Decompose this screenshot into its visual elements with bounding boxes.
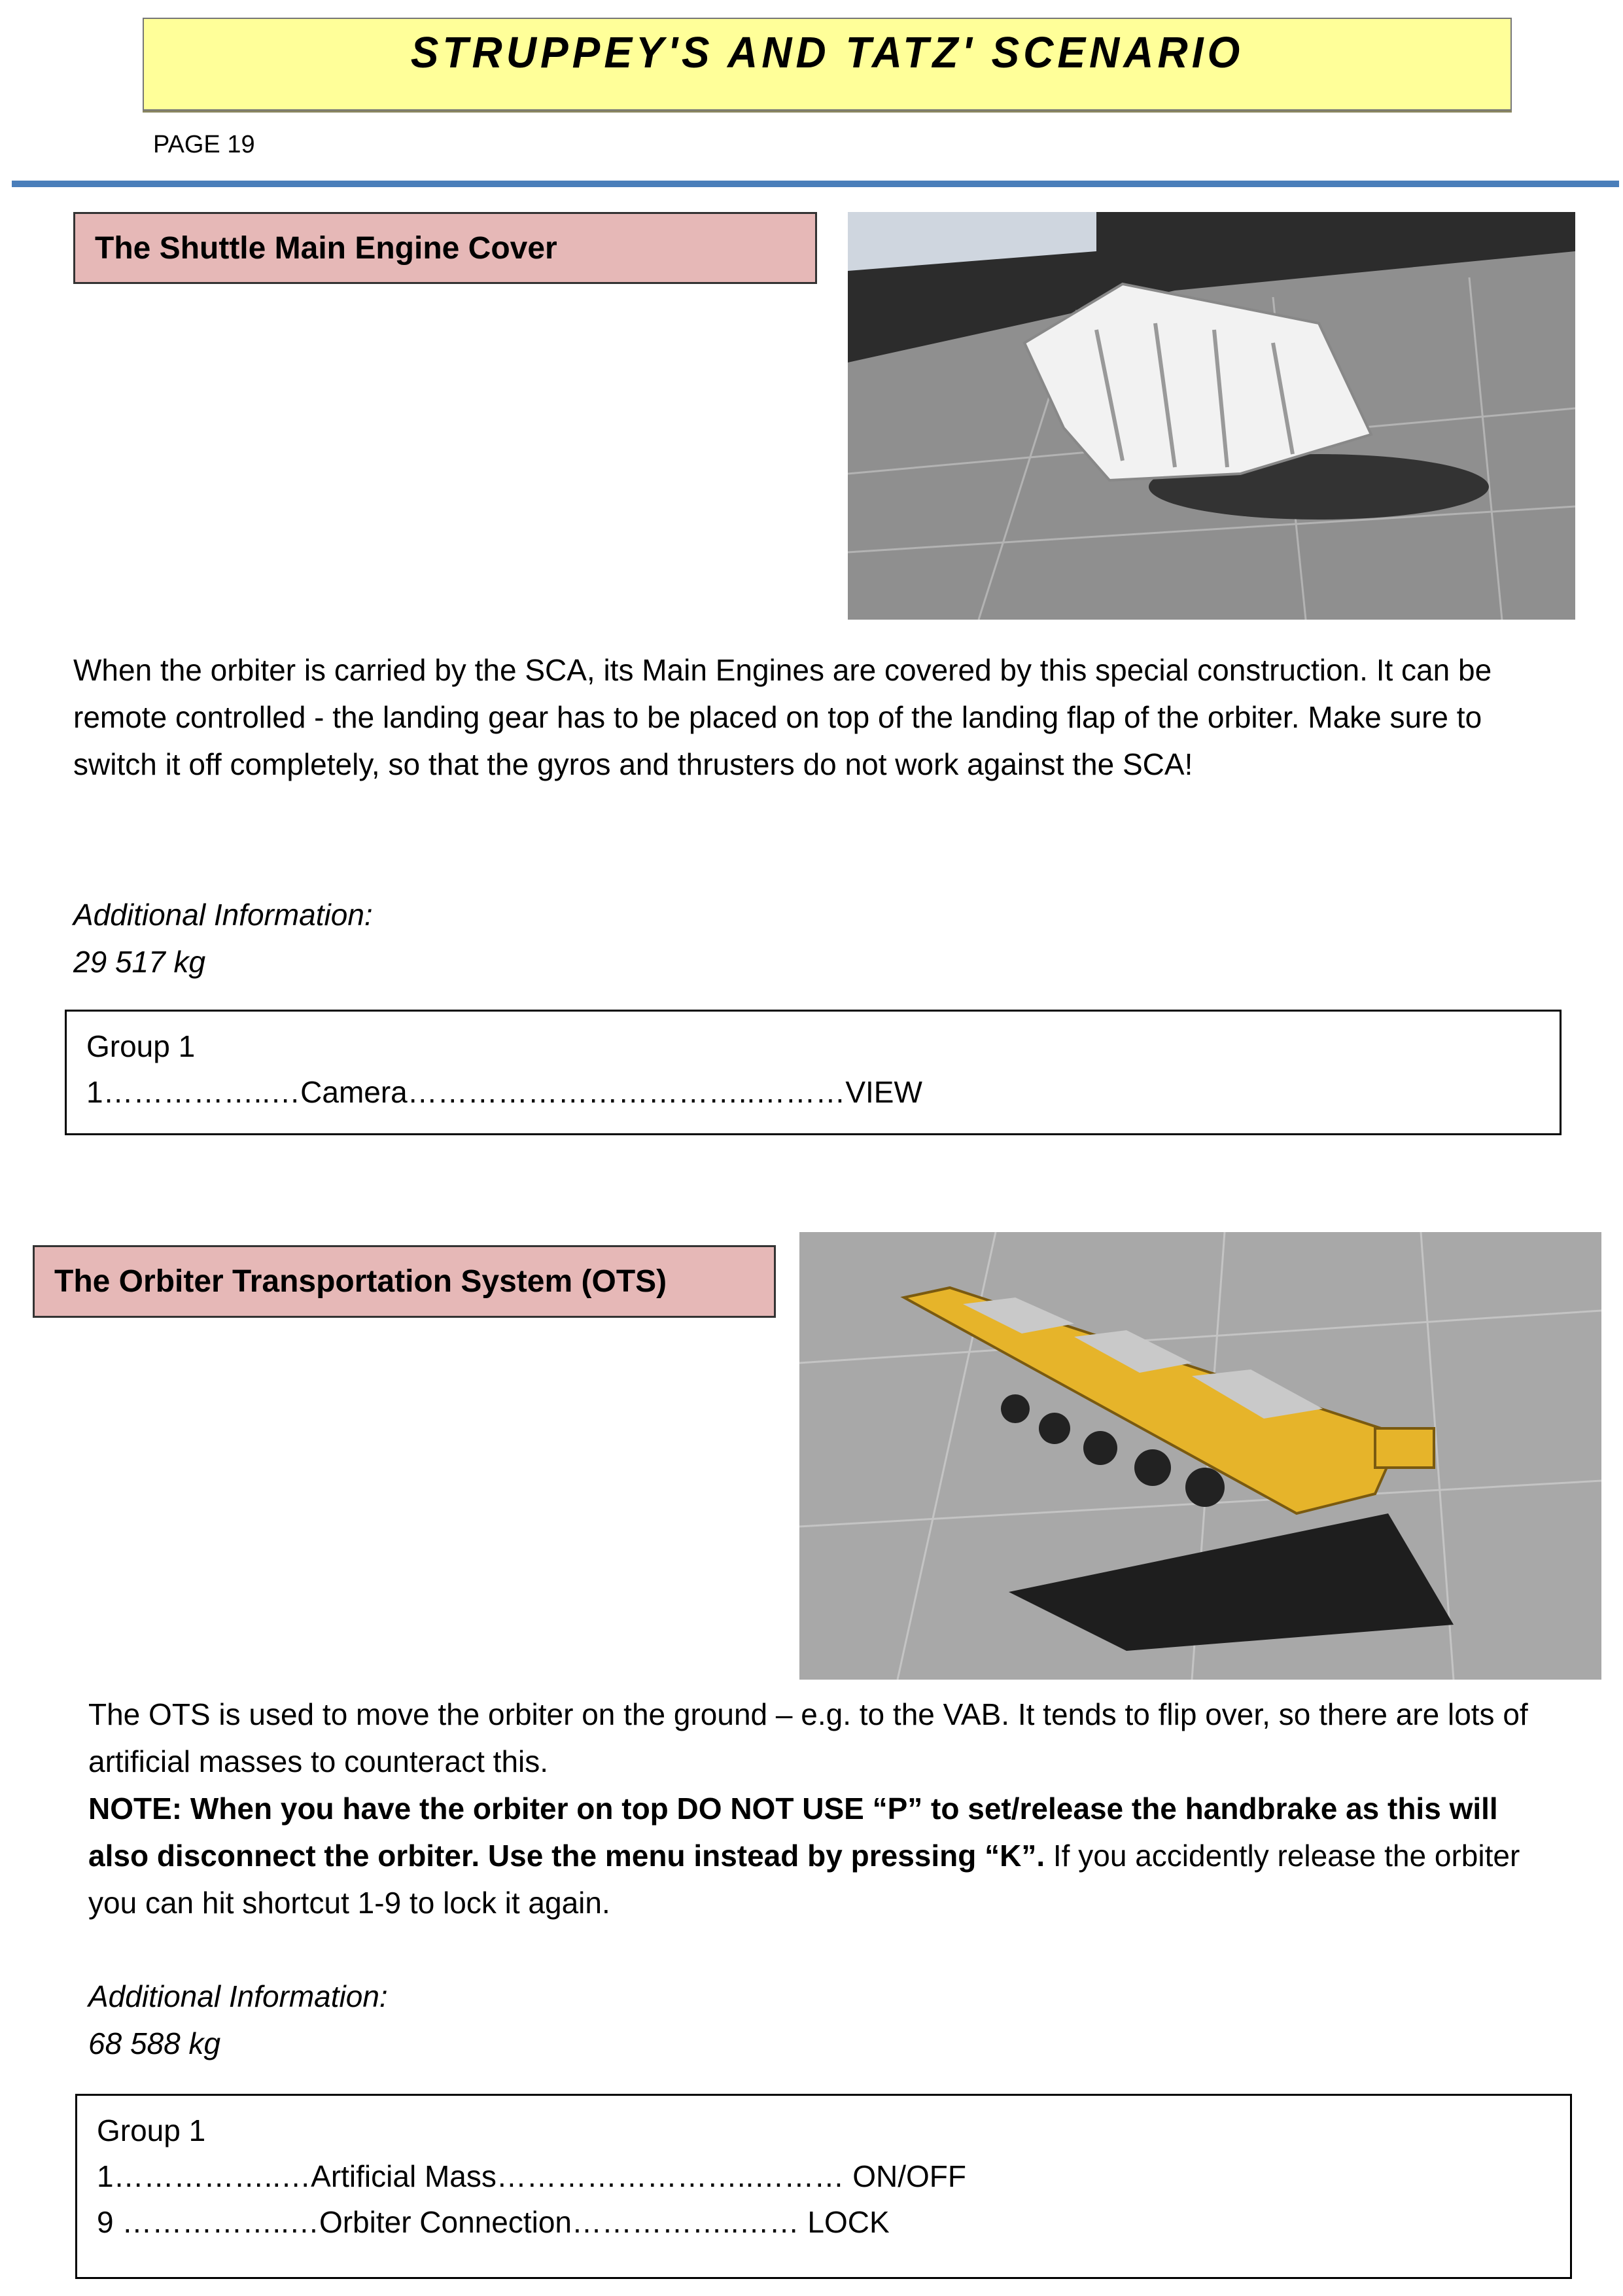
- row-key: 1: [97, 2159, 114, 2193]
- row-action: ON/OFF: [852, 2159, 966, 2193]
- control-group-box: [65, 1010, 1562, 1135]
- ots-warning-note: NOTE: When you have the orbiter on top DO NOT USE “P” to set/release the handbrake as this will also disconnect the orbiter. Use the menu instead by pressing “K”.: [88, 1792, 1498, 1873]
- mass-value: 68 588 kg: [88, 2026, 221, 2060]
- additional-info-label: Additional Information:: [88, 1979, 388, 2013]
- group-row: [97, 2153, 1570, 2199]
- section-heading-engine-cover: [73, 212, 817, 284]
- ots-photo: [799, 1232, 1601, 1680]
- ots-note-continuation: If you accidently release the orbiter you can hit shortcut 1-9 to lock it again.: [88, 1839, 1520, 1920]
- row-leader: ……………………………..………: [407, 1075, 846, 1109]
- group-title: Group 1: [97, 2113, 206, 2147]
- row-leader: ……………..…: [113, 2159, 311, 2193]
- row-leader: ……………………..………: [496, 2159, 853, 2193]
- group-title: Group 1: [86, 1029, 196, 1063]
- page-number: PAGE 19: [153, 131, 255, 158]
- heading-text: The Orbiter Transportation System (OTS): [54, 1264, 667, 1299]
- group-row: [86, 1069, 1560, 1115]
- section-heading-ots: [33, 1245, 776, 1318]
- engine-cover-photo: [848, 212, 1575, 620]
- mass-value: 29 517 kg: [73, 945, 206, 979]
- document-title: STRUPPEY'S AND TATZ' SCENARIO: [410, 27, 1244, 77]
- row-leader: ……………..…: [103, 1075, 301, 1109]
- header-banner: [143, 18, 1512, 111]
- header-divider: [12, 181, 1619, 187]
- row-leader: ……………..…: [122, 2205, 319, 2239]
- ots-description-text: The OTS is used to move the orbiter on the ground – e.g. to the VAB. It tends to flip over, so there are lots of artificial masses to counteract this.: [88, 1697, 1528, 1778]
- row-leader: ……………..……: [572, 2205, 808, 2239]
- row-name: Camera: [300, 1075, 408, 1109]
- row-action: VIEW: [845, 1075, 922, 1109]
- row-name: Orbiter Connection: [319, 2205, 572, 2239]
- row-name: Artificial Mass: [311, 2159, 497, 2193]
- control-group-box: [75, 2094, 1572, 2279]
- additional-info-label: Additional Information:: [73, 898, 373, 932]
- row-key: 9: [97, 2205, 122, 2239]
- row-key: 1: [86, 1075, 103, 1109]
- ots-description: [88, 1691, 1560, 1926]
- heading-text: The Shuttle Main Engine Cover: [95, 230, 557, 266]
- engine-cover-description: When the orbiter is carried by the SCA, its Main Engines are covered by this special construction. It can be remote controlled - the landing gear has to be placed on top of the landing flap of the orbiter. Make sure to switch it off completely, so that the gyros and thrusters do not work against the SCA!: [73, 653, 1492, 781]
- group-row: [97, 2199, 1570, 2245]
- row-action: LOCK: [807, 2205, 890, 2239]
